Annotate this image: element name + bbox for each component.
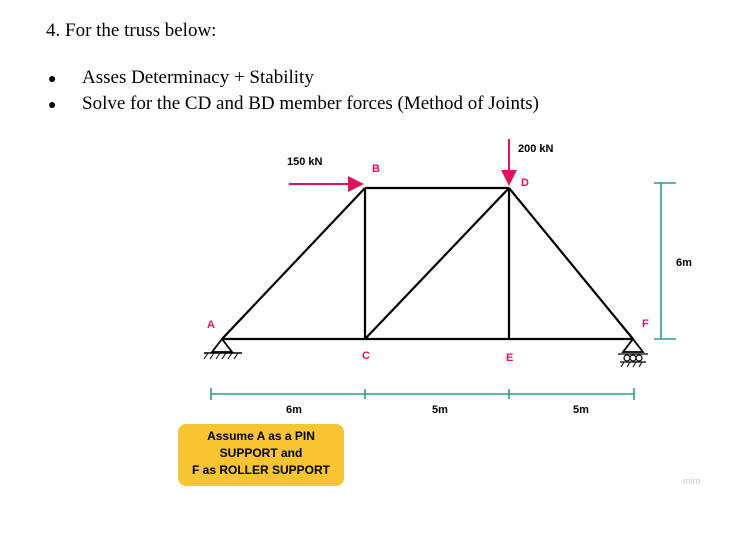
bullet-text: Solve for the CD and BD member forces (Method of Joints) [82,93,539,114]
dimension-label-EF: 5m [573,404,589,416]
roller-support-icon [618,339,648,367]
vertical-dimension-line [654,183,676,339]
joint-label-B: B [372,163,380,175]
watermark: miro [683,476,701,486]
member-CD [365,188,509,339]
dimension-label-AC: 6m [286,404,302,416]
question-title: 4. For the truss below: [46,20,217,41]
member-AB [222,188,365,339]
joint-label-F: F [642,318,649,330]
bullet-dot-icon: ● [48,72,57,87]
truss-members [222,188,633,339]
member-DF [509,188,633,339]
note-line: Assume A as a PIN [207,429,315,443]
note-line: SUPPORT and [219,446,303,460]
joint-label-A: A [207,319,215,331]
bullet-text: Asses Determinacy + Stability [82,67,314,88]
load-label-150kn: 150 kN [287,156,323,168]
dimension-label-height: 6m [676,257,692,269]
load-label-200kn: 200 kN [518,143,554,155]
bullet-dot-icon: ● [48,98,57,113]
horizontal-dimension-line [211,388,634,400]
joint-label-C: C [362,350,370,362]
pin-support-icon [204,339,242,359]
joint-label-E: E [506,352,514,364]
joint-label-D: D [521,177,529,189]
dimension-label-CE: 5m [432,404,448,416]
support-assumption-note [178,424,344,486]
note-line: F as ROLLER SUPPORT [191,463,331,477]
